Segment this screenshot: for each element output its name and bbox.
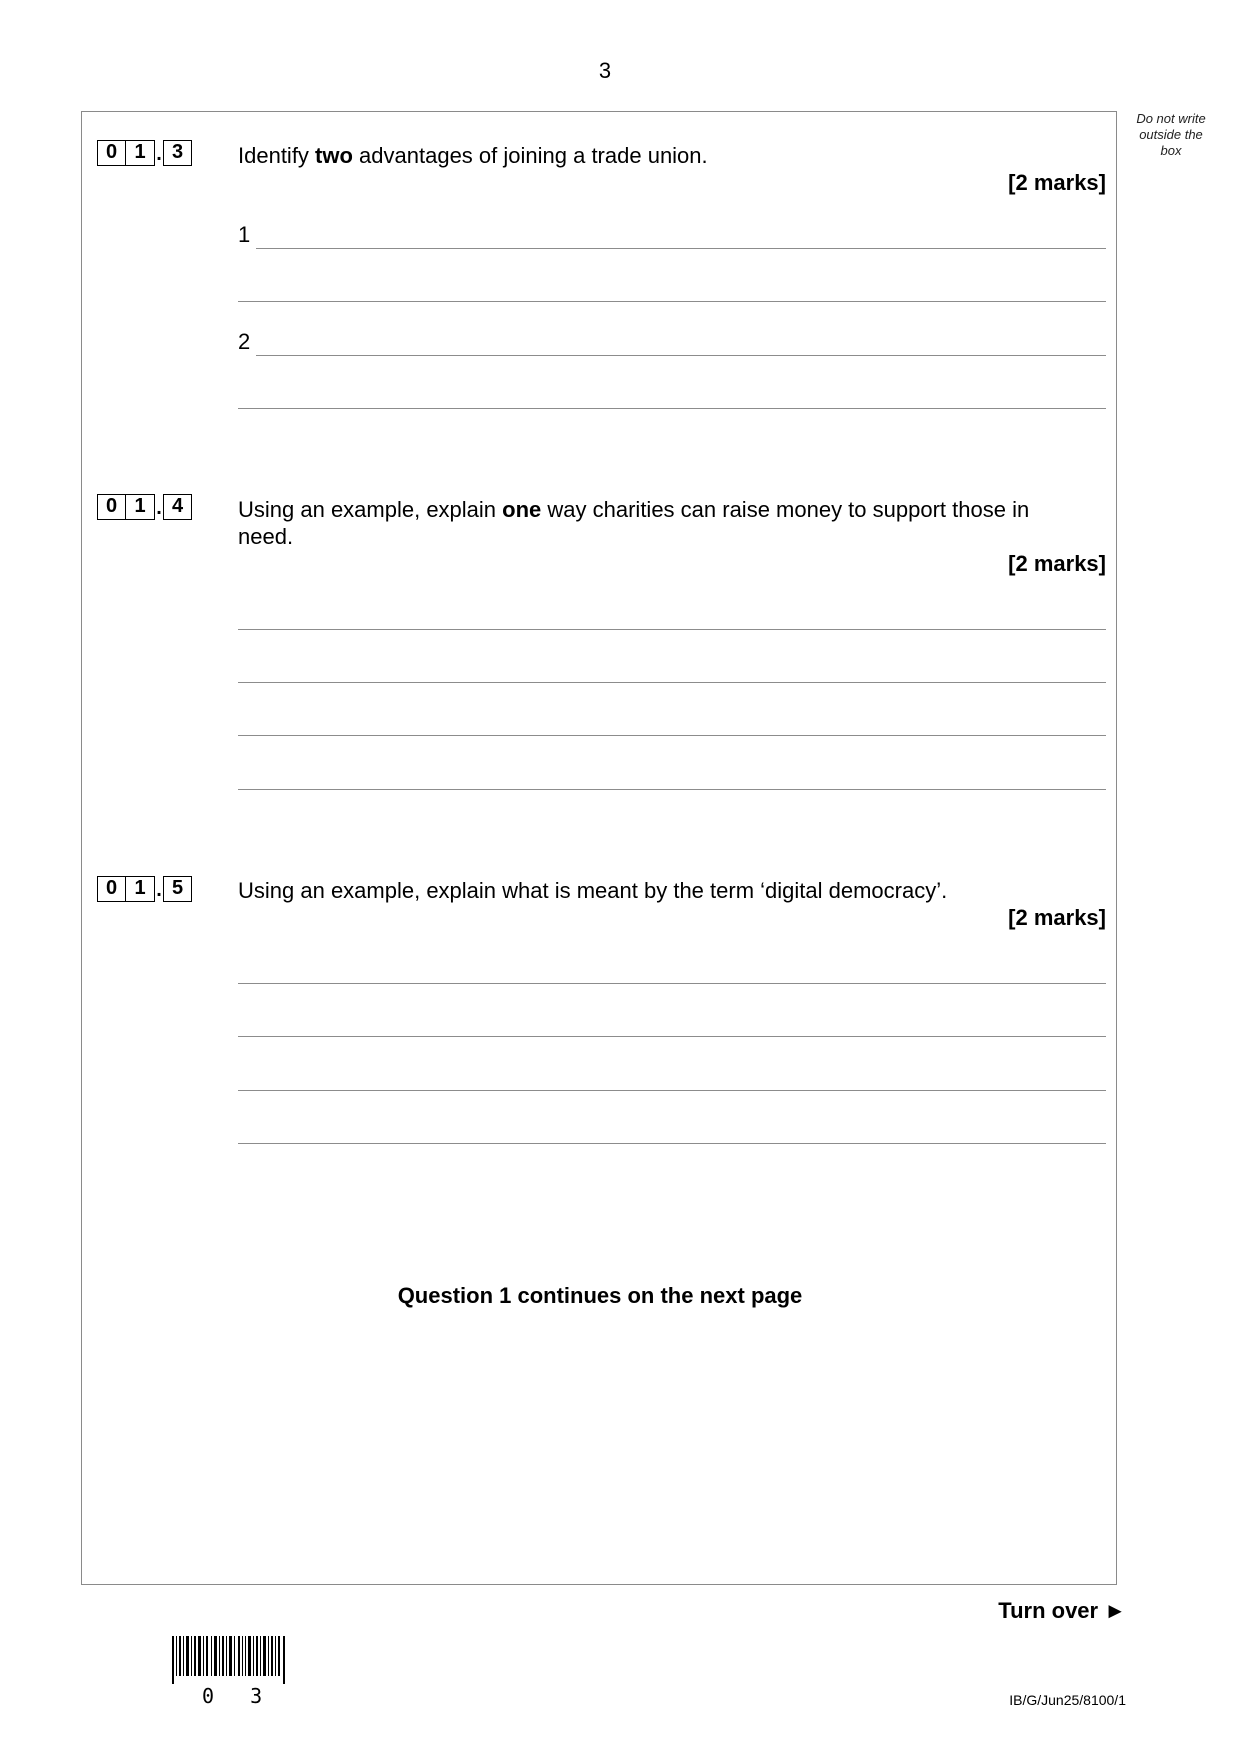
answer-line[interactable] (238, 682, 1106, 683)
question-text-part: way charities can raise money to support those in need. (238, 497, 1030, 549)
barcode-number: 0 3 (202, 1684, 275, 1708)
question-number-01-5 (97, 874, 192, 902)
answer-line[interactable] (238, 789, 1106, 790)
question-digit: 1 (126, 494, 155, 520)
answer-line[interactable] (256, 355, 1106, 356)
answer-line[interactable] (238, 1143, 1106, 1144)
question-digit: 5 (163, 876, 192, 902)
question-text-01-3 (238, 142, 1108, 169)
question-digit: 0 (97, 876, 126, 902)
barcode-icon (172, 1636, 286, 1684)
question-text-01-4 (238, 496, 1058, 550)
question-digit: 3 (163, 140, 192, 166)
answer-line[interactable] (238, 1090, 1106, 1091)
reference-code: IB/G/Jun25/8100/1 (1009, 1692, 1126, 1708)
answer-line-number: 1 (238, 222, 251, 247)
turn-over-label: Turn over ► (998, 1598, 1126, 1623)
marks-label-01-3: [2 marks] (1008, 170, 1106, 195)
page-number: 3 (598, 58, 612, 83)
question-text-emphasis: two (315, 143, 353, 168)
question-text-part: Using an example, explain (238, 497, 503, 522)
question-text-01-5: Using an example, explain what is meant by the term ‘digital democracy’. (238, 878, 948, 903)
answer-box (81, 111, 1117, 1585)
question-digit: 0 (97, 140, 126, 166)
answer-line-number: 2 (238, 329, 251, 354)
answer-line[interactable] (238, 1036, 1106, 1037)
continue-note: Question 1 continues on the next page (397, 1283, 803, 1308)
marks-label-01-4: [2 marks] (1008, 551, 1106, 576)
answer-line[interactable] (238, 301, 1106, 302)
question-digit: 4 (163, 494, 192, 520)
answer-line[interactable] (238, 408, 1106, 409)
question-number-01-4 (97, 492, 192, 520)
margin-note: Do not write outside the box (1136, 111, 1206, 158)
answer-line[interactable] (238, 735, 1106, 736)
question-digit: 1 (126, 140, 155, 166)
question-text-part: advantages of joining a trade union. (352, 143, 708, 168)
question-text-part: Identify (238, 143, 316, 168)
question-number-01-3 (97, 138, 192, 166)
question-dot: . (156, 143, 162, 165)
question-digit: 0 (97, 494, 126, 520)
question-dot: . (156, 879, 162, 901)
marks-label-01-5: [2 marks] (1008, 905, 1106, 930)
question-digit: 1 (126, 876, 155, 902)
answer-line[interactable] (238, 983, 1106, 984)
question-text-emphasis: one (502, 497, 542, 522)
answer-line[interactable] (256, 248, 1106, 249)
question-dot: . (156, 497, 162, 519)
answer-line[interactable] (238, 629, 1106, 630)
